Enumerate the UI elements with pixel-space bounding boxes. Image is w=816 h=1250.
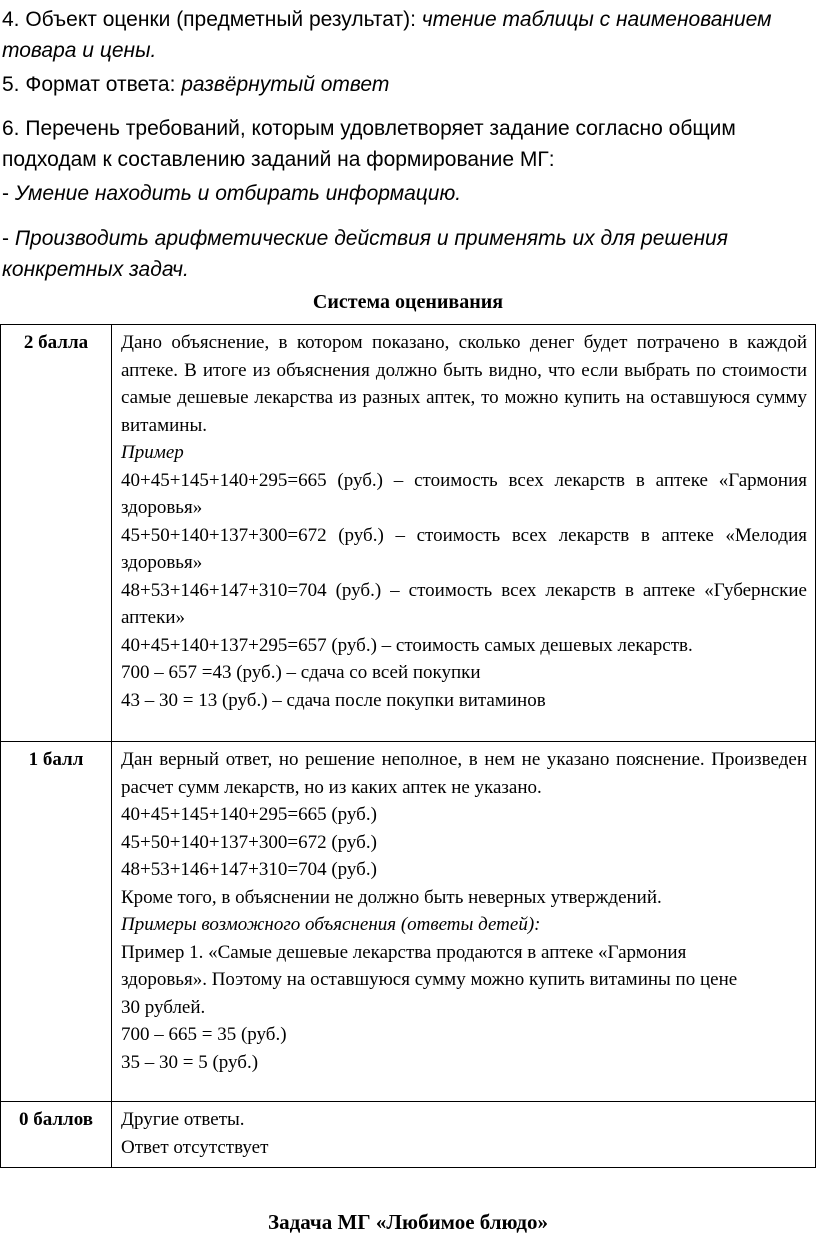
criteria-2-calc-1: 40+45+145+140+295=665 (руб.) – стоимость всех лекарств в аптеке «Гармония здоровья» [121, 469, 807, 518]
item-5-prefix: 5. Формат ответа: [2, 73, 182, 96]
item-5-italic: развёрнутый ответ [181, 73, 390, 96]
criteria-1-note: Кроме того, в объяснении не должно быть неверных утверждений. [121, 886, 662, 908]
criteria-2-calc-6: 43 – 30 = 13 (руб.) – сдача после покупки витаминов [121, 689, 546, 711]
criteria-2-calc-4: 40+45+140+137+295=657 (руб.) – стоимость самых дешевых лекарств. [121, 634, 693, 656]
criteria-1-calc-4: 700 – 665 = 35 (руб.) [121, 1024, 287, 1045]
table-row [1, 742, 816, 1102]
criteria-2-calc-3: 48+53+146+147+310=704 (руб.) – стоимость всех лекарств в аптеке «Губернские аптеки» [121, 579, 807, 628]
criteria-0-cell [112, 1102, 816, 1168]
score-2-cell: 2 балла [1, 325, 112, 742]
criteria-1-calc-5: 35 – 30 = 5 (руб.) [121, 1051, 259, 1073]
score-0-cell: 0 баллов [1, 1102, 112, 1168]
grading-table [0, 324, 816, 1168]
requirement-2-text: Производить арифметические действия и применять их для решения конкретных задач. [2, 227, 728, 281]
criteria-0-line-2: Ответ отсутствует [121, 1136, 269, 1158]
criteria-1-examples-label: Примеры возможного объяснения (ответы детей): [121, 914, 541, 935]
criteria-1-calc-3: 48+53+146+147+310=704 (руб.) [121, 859, 377, 880]
criteria-1-calc-2: 45+50+140+137+300=672 (руб.) [121, 831, 377, 853]
criteria-2-calc-2: 45+50+140+137+300=672 (руб.) – стоимость всех лекарств в аптеке «Мелодия здоровья» [121, 524, 807, 573]
item-4-italic: чтение таблицы с наименованием товара и цены. [2, 8, 772, 62]
criteria-1-cell [112, 742, 816, 1102]
criteria-2-calc-5: 700 – 657 =43 (руб.) – сдача со всей покупки [121, 662, 481, 683]
section-title: Система оценивания [312, 291, 504, 313]
item-6-paragraph: 6. Перечень требований, которым удовлетворяет задание согласно общим подходам к составлению заданий на формирование МГ: [2, 117, 736, 171]
table-row [1, 325, 816, 742]
table-row [1, 1102, 816, 1168]
requirement-2-dash: - [2, 227, 15, 250]
item-5-paragraph [2, 69, 808, 100]
criteria-2-cell [112, 325, 816, 742]
criteria-2-intro: Дано объяснение, в котором показано, сколько денег будет потрачено в каждой аптеке. В итоге из объяснения должно быть видно, что если выбрать по стоимости самые дешевые лекарства из разных аптек, то можно купить на оставшуюся сумму витамины. [121, 332, 807, 436]
criteria-1-calc-1: 40+45+145+140+295=665 (руб.) [121, 804, 377, 825]
criteria-0-line-1: Другие ответы. [121, 1109, 245, 1130]
item-4-prefix: 4. Объект оценки (предметный результат): [2, 8, 422, 31]
item-4-paragraph [2, 4, 808, 66]
requirement-1-text: Умение находить и отбирать информацию. [14, 182, 462, 205]
criteria-1-example-1: Пример 1. «Самые дешевые лекарства продаются в аптеке «Гармония здоровья». Поэтому на оставшуюся сумму можно купить витамины по цене 30 рублей. [121, 941, 738, 1018]
requirement-1 [2, 178, 808, 209]
next-task-title: Задача МГ «Любимое блюдо» [267, 1210, 548, 1234]
score-1-cell: 1 балл [1, 742, 112, 1102]
requirement-1-dash: - [2, 182, 15, 205]
criteria-2-example-label: Пример [121, 442, 184, 463]
requirement-2 [2, 223, 808, 285]
criteria-1-intro: Дан верный ответ, но решение неполное, в нем не указано пояснение. Произведен расчет сумм лекарств, но из каких аптек не указано. [121, 749, 807, 798]
